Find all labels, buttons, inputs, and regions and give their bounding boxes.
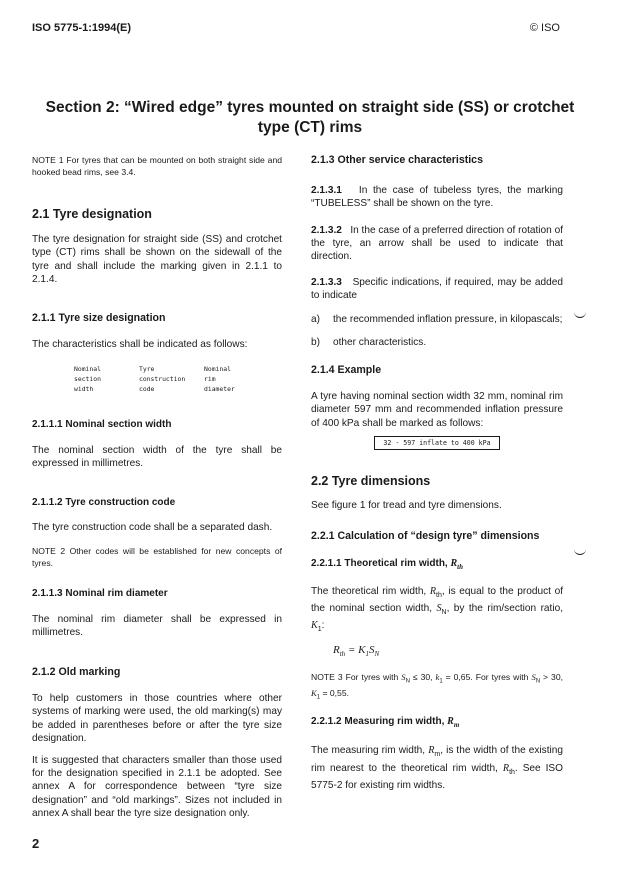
para-2-2-1-1: The theoretical rim width, $R_{th}$, is equal to the product of the nominal section width, $S_N$, by the rim/section ratio, $K_1$:	[311, 585, 564, 634]
para-2-2-1-2: The measuring rim width, $R_m$, is the width of the existing rim nearest to the theoretical rim width, $R_{th}$. See ISO 5775-2 for existing rim widths.	[311, 745, 564, 791]
heading-2-1: 2.1 Tyre designation	[32, 207, 152, 221]
heading-2-1-2: 2.1.2 Old marking	[32, 666, 121, 679]
page-number: 2	[32, 836, 40, 851]
heading-2-1-3: 2.1.3 Other service characteristics	[311, 154, 483, 166]
para-2-1-4: A tyre having nominal section width 32 mm, nominal rim diameter 597 mm and recommended inflation pressure of 400 kPa shall be marked as follows:	[311, 391, 563, 429]
para-2-2: See figure 1 for tread and tyre dimensions.	[311, 500, 502, 512]
copyright: © ISO	[529, 22, 560, 34]
list-item-b: b) other characteristics.	[311, 336, 427, 348]
seq-item-section-width: Nominal section width	[74, 365, 101, 394]
para-2-1-1-3: The nominal rim diameter shall be expressed in millimetres.	[32, 613, 282, 638]
para-2-1-2-b: It is suggested that characters smaller than those used for the designation specified in 2.1.1 be adopted. See annex A for correspondence between “tyre size designation” and “old markings”. Sizes not included in annex A shall bear the tyre size designation only.	[32, 755, 282, 819]
heading-2-1-1-1: 2.1.1.1 Nominal section width	[32, 419, 172, 431]
example-marking-box: 32 - 597 inflate to 400 kPa	[374, 436, 499, 450]
margin-mark	[574, 548, 586, 555]
margin-mark	[574, 311, 586, 318]
para-2-1-3-1: 2.1.3.1 In the case of tubeless tyres, the marking “TUBELESS” shall be shown on the tyre.	[311, 185, 563, 210]
heading-2-2-1-2: 2.2.1.2 Measuring rim width, $R_m$	[311, 716, 460, 730]
section-title: Section 2: “Wired edge” tyres mounted on straight side (SS) or crotchet type (CT) rims	[45, 99, 575, 136]
size-designation-sequence	[74, 364, 282, 394]
note-1: NOTE 1 For tyres that can be mounted on both straight side and hooked bead rims, see 3.4.	[32, 155, 282, 177]
heading-2-1-1-3: 2.1.1.3 Nominal rim diameter	[32, 588, 168, 600]
para-2-1-3-2: 2.1.3.2 In the case of a preferred direction of rotation of the tyre, an arrow shall be used to indicate that direction.	[311, 224, 564, 263]
para-2-1-2-a: To help customers in those countries where other systems of marking were used, the old marking(s) may be added in parentheses before or after the tyre size designation.	[32, 693, 282, 744]
heading-2-1-1: 2.1.1 Tyre size designation	[32, 312, 166, 325]
heading-2-1-4: 2.1.4 Example	[311, 364, 382, 377]
left-column	[32, 154, 282, 820]
heading-2-2: 2.2 Tyre dimensions	[311, 473, 431, 488]
document-id: ISO 5775-1:1994(E)	[32, 22, 132, 34]
formula-rth: $R_{th} = K_1S_N$	[333, 644, 380, 659]
note-3: NOTE 3 For tyres with $S_N \le 30$, $k_1 = 0,65$. For tyres with $S_N > 30$, $K_1 = 0,55$.	[311, 671, 563, 702]
para-2-1: The tyre designation for straight side (SS) and crotchet type (CT) rims shall be shown on the sidewall of the tyre and shall include the marking given in 2.1.1 to 2.1.4.	[32, 234, 282, 285]
para-2-1-3-3: 2.1.3.3 Specific indications, if required, may be added to indicate	[311, 277, 563, 302]
list-item-a: a) the recommended inflation pressure, in kilopascals;	[311, 313, 563, 325]
heading-2-2-1: 2.2.1 Calculation of “design tyre” dimensions	[311, 530, 540, 543]
para-2-1-1-1: The nominal section width of the tyre shall be expressed in millimetres.	[32, 444, 282, 469]
seq-item-rim-diameter: Nominal rim diameter	[204, 365, 235, 394]
example-marking	[311, 436, 563, 450]
heading-2-1-1-2: 2.1.1.2 Tyre construction code	[32, 497, 176, 509]
seq-item-construction-code: Tyre construction code	[139, 365, 186, 394]
para-2-1-1: The characteristics shall be indicated as follows:	[32, 339, 248, 351]
para-2-1-1-2: The tyre construction code shall be a separated dash.	[32, 522, 273, 534]
heading-2-2-1-1: 2.2.1.1 Theoretical rim width, $R_{th}$	[311, 558, 464, 572]
right-column	[311, 154, 563, 792]
note-2: NOTE 2 Other codes will be established for new concepts of tyres.	[32, 546, 282, 569]
